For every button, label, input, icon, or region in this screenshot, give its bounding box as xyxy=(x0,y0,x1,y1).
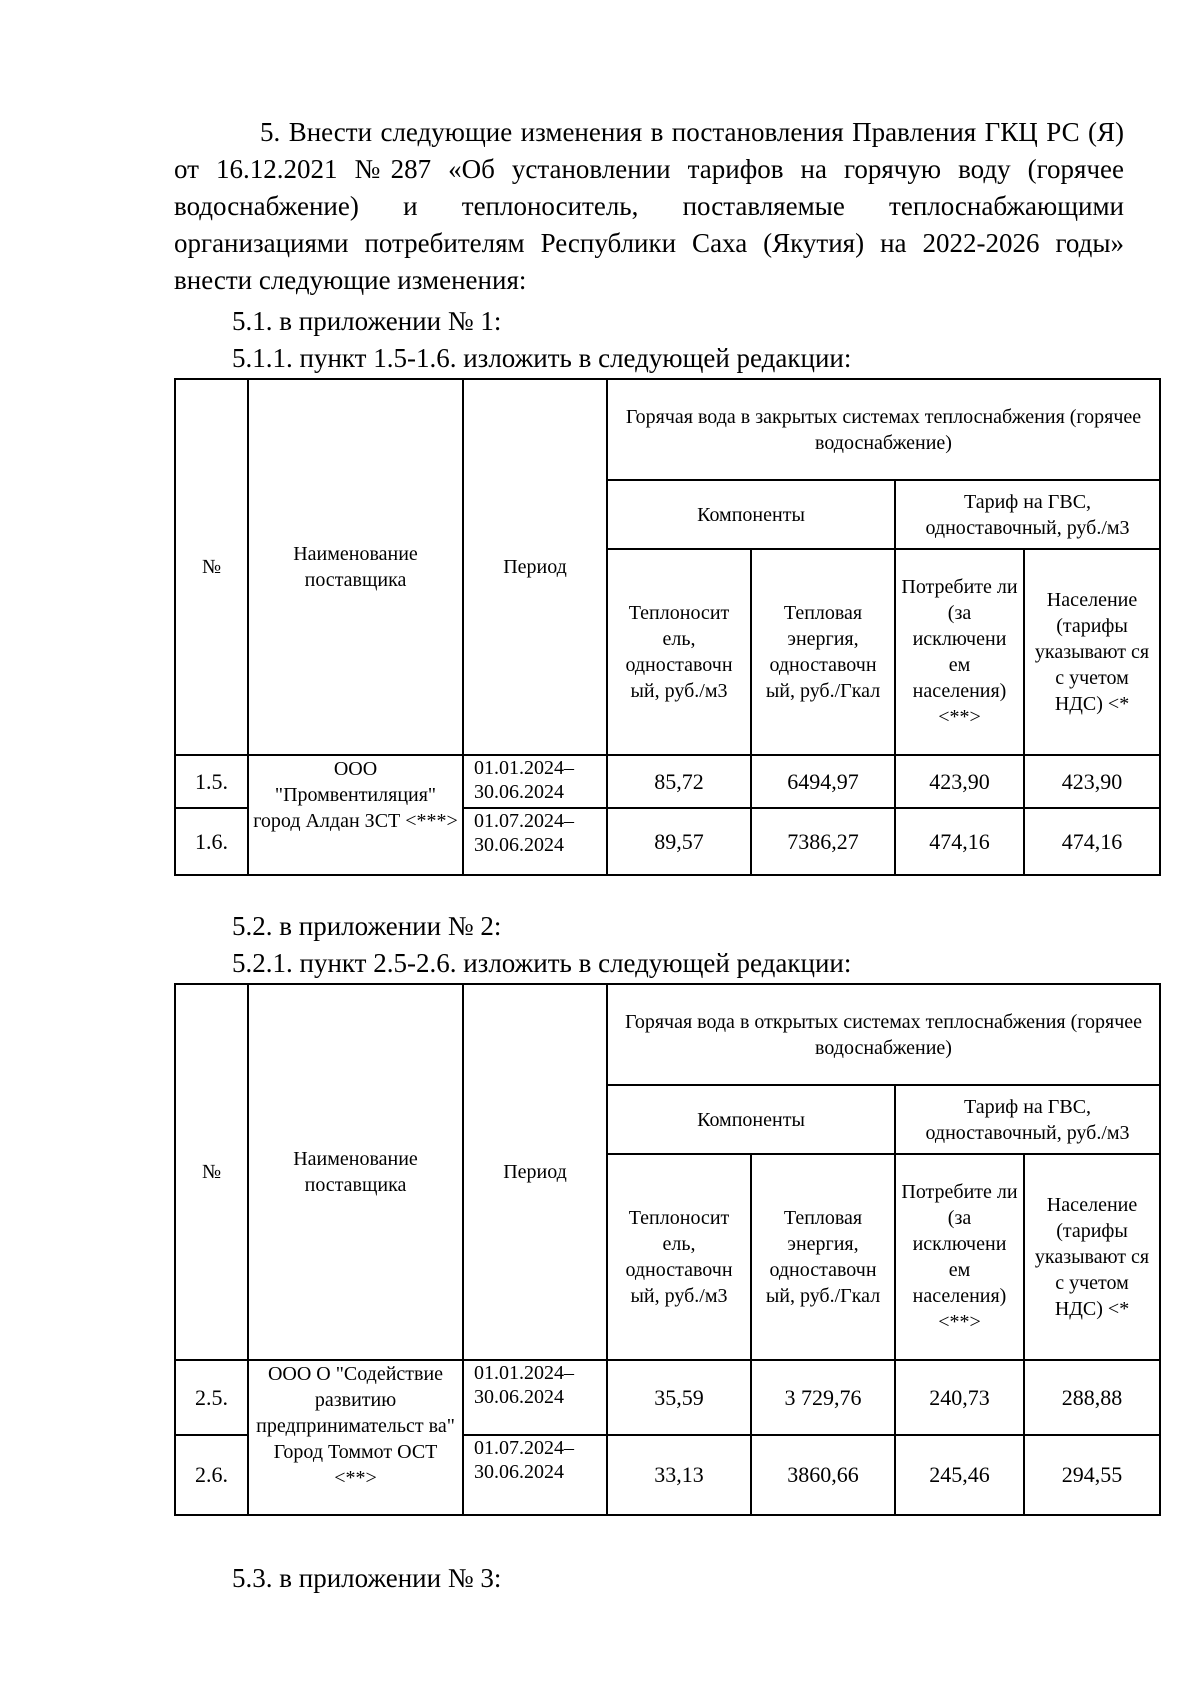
header-group: Горячая вода в открытых системах теплоснабжения (горячее водоснабжение) xyxy=(607,984,1160,1085)
tariff-table-open-systems xyxy=(174,983,1161,1516)
row-population-value: 474,16 xyxy=(1024,808,1160,875)
header-period: Период xyxy=(463,984,607,1360)
table-row xyxy=(175,1360,1160,1435)
header-carrier: Теплоносит ель, одноставочн ый, руб./м3 xyxy=(607,1154,751,1360)
row-carrier-value: 89,57 xyxy=(607,808,751,875)
header-consumers: Потребите ли (за исключени ем населения) <**> xyxy=(895,1154,1024,1360)
row-consumers-value: 240,73 xyxy=(895,1360,1024,1435)
header-no: № xyxy=(175,379,248,755)
header-group: Горячая вода в закрытых системах теплоснабжения (горячее водоснабжение) xyxy=(607,379,1160,480)
header-supplier: Наименование поставщика xyxy=(248,379,463,755)
header-tariff: Тариф на ГВС, одноставочный, руб./м3 xyxy=(895,1085,1160,1154)
row-carrier-value: 35,59 xyxy=(607,1360,751,1435)
intro-paragraph-text: 5. Внести следующие изменения в постановления Правления ГКЦ РС (Я) от 16.12.2021 №287 «Об установлении тарифов на горячую воду (горячее водоснабжение) и теплоноситель, поставляемые теплоснабжающими организациями потребителям Республики Саха (Якутия) на 2022-2026 годы» внести следующие изменения: xyxy=(174,117,1124,295)
row-consumers-value: 474,16 xyxy=(895,808,1024,875)
table-row xyxy=(175,755,1160,808)
header-population: Население (тарифы указывают ся с учетом НДС) <* xyxy=(1024,1154,1160,1360)
row-period: 01.07.2024– 30.06.2024 xyxy=(463,1435,607,1515)
row-population-value: 294,55 xyxy=(1024,1435,1160,1515)
header-supplier: Наименование поставщика xyxy=(248,984,463,1360)
tariff-table-closed-systems xyxy=(174,378,1161,876)
header-carrier: Теплоносит ель, одноставочн ый, руб./м3 xyxy=(607,549,751,755)
section2-subheading: 5.2.1. пункт 2.5-2.6. изложить в следующей редакции: xyxy=(232,948,852,978)
section1-subheading: 5.1.1. пункт 1.5-1.6. изложить в следующей редакции: xyxy=(232,343,852,373)
row-number: 1.5. xyxy=(175,755,248,808)
section2-heading: 5.2. в приложении № 2: xyxy=(232,911,502,941)
header-energy: Тепловая энергия, одноставочн ый, руб./Гкал xyxy=(751,1154,895,1360)
row-supplier: ООО О "Содействие развитию предпринимательст ва" Город Томмот ОСТ <**> xyxy=(248,1360,463,1515)
row-number: 1.6. xyxy=(175,808,248,875)
header-period: Период xyxy=(463,379,607,755)
row-period: 01.07.2024– 30.06.2024 xyxy=(463,808,607,875)
header-consumers: Потребите ли (за исключени ем населения) <**> xyxy=(895,549,1024,755)
row-energy-value: 6494,97 xyxy=(751,755,895,808)
header-components: Компоненты xyxy=(607,1085,895,1154)
header-energy: Тепловая энергия, одноставочн ый, руб./Гкал xyxy=(751,549,895,755)
section1-heading: 5.1. в приложении № 1: xyxy=(232,306,502,336)
row-supplier: ООО "Промвентиляция" город Алдан ЗСТ <***> xyxy=(248,755,463,875)
header-population: Население (тарифы указывают ся с учетом НДС) <* xyxy=(1024,549,1160,755)
header-no: № xyxy=(175,984,248,1360)
row-energy-value: 3860,66 xyxy=(751,1435,895,1515)
row-period: 01.01.2024– 30.06.2024 xyxy=(463,755,607,808)
row-period: 01.01.2024– 30.06.2024 xyxy=(463,1360,607,1435)
row-consumers-value: 423,90 xyxy=(895,755,1024,808)
row-carrier-value: 85,72 xyxy=(607,755,751,808)
row-population-value: 288,88 xyxy=(1024,1360,1160,1435)
intro-paragraph xyxy=(174,114,1124,299)
row-population-value: 423,90 xyxy=(1024,755,1160,808)
section3-heading: 5.3. в приложении № 3: xyxy=(232,1563,502,1593)
row-consumers-value: 245,46 xyxy=(895,1435,1024,1515)
row-energy-value: 7386,27 xyxy=(751,808,895,875)
row-carrier-value: 33,13 xyxy=(607,1435,751,1515)
row-number: 2.6. xyxy=(175,1435,248,1515)
header-tariff: Тариф на ГВС, одноставочный, руб./м3 xyxy=(895,480,1160,549)
header-components: Компоненты xyxy=(607,480,895,549)
row-energy-value: 3 729,76 xyxy=(751,1360,895,1435)
row-number: 2.5. xyxy=(175,1360,248,1435)
